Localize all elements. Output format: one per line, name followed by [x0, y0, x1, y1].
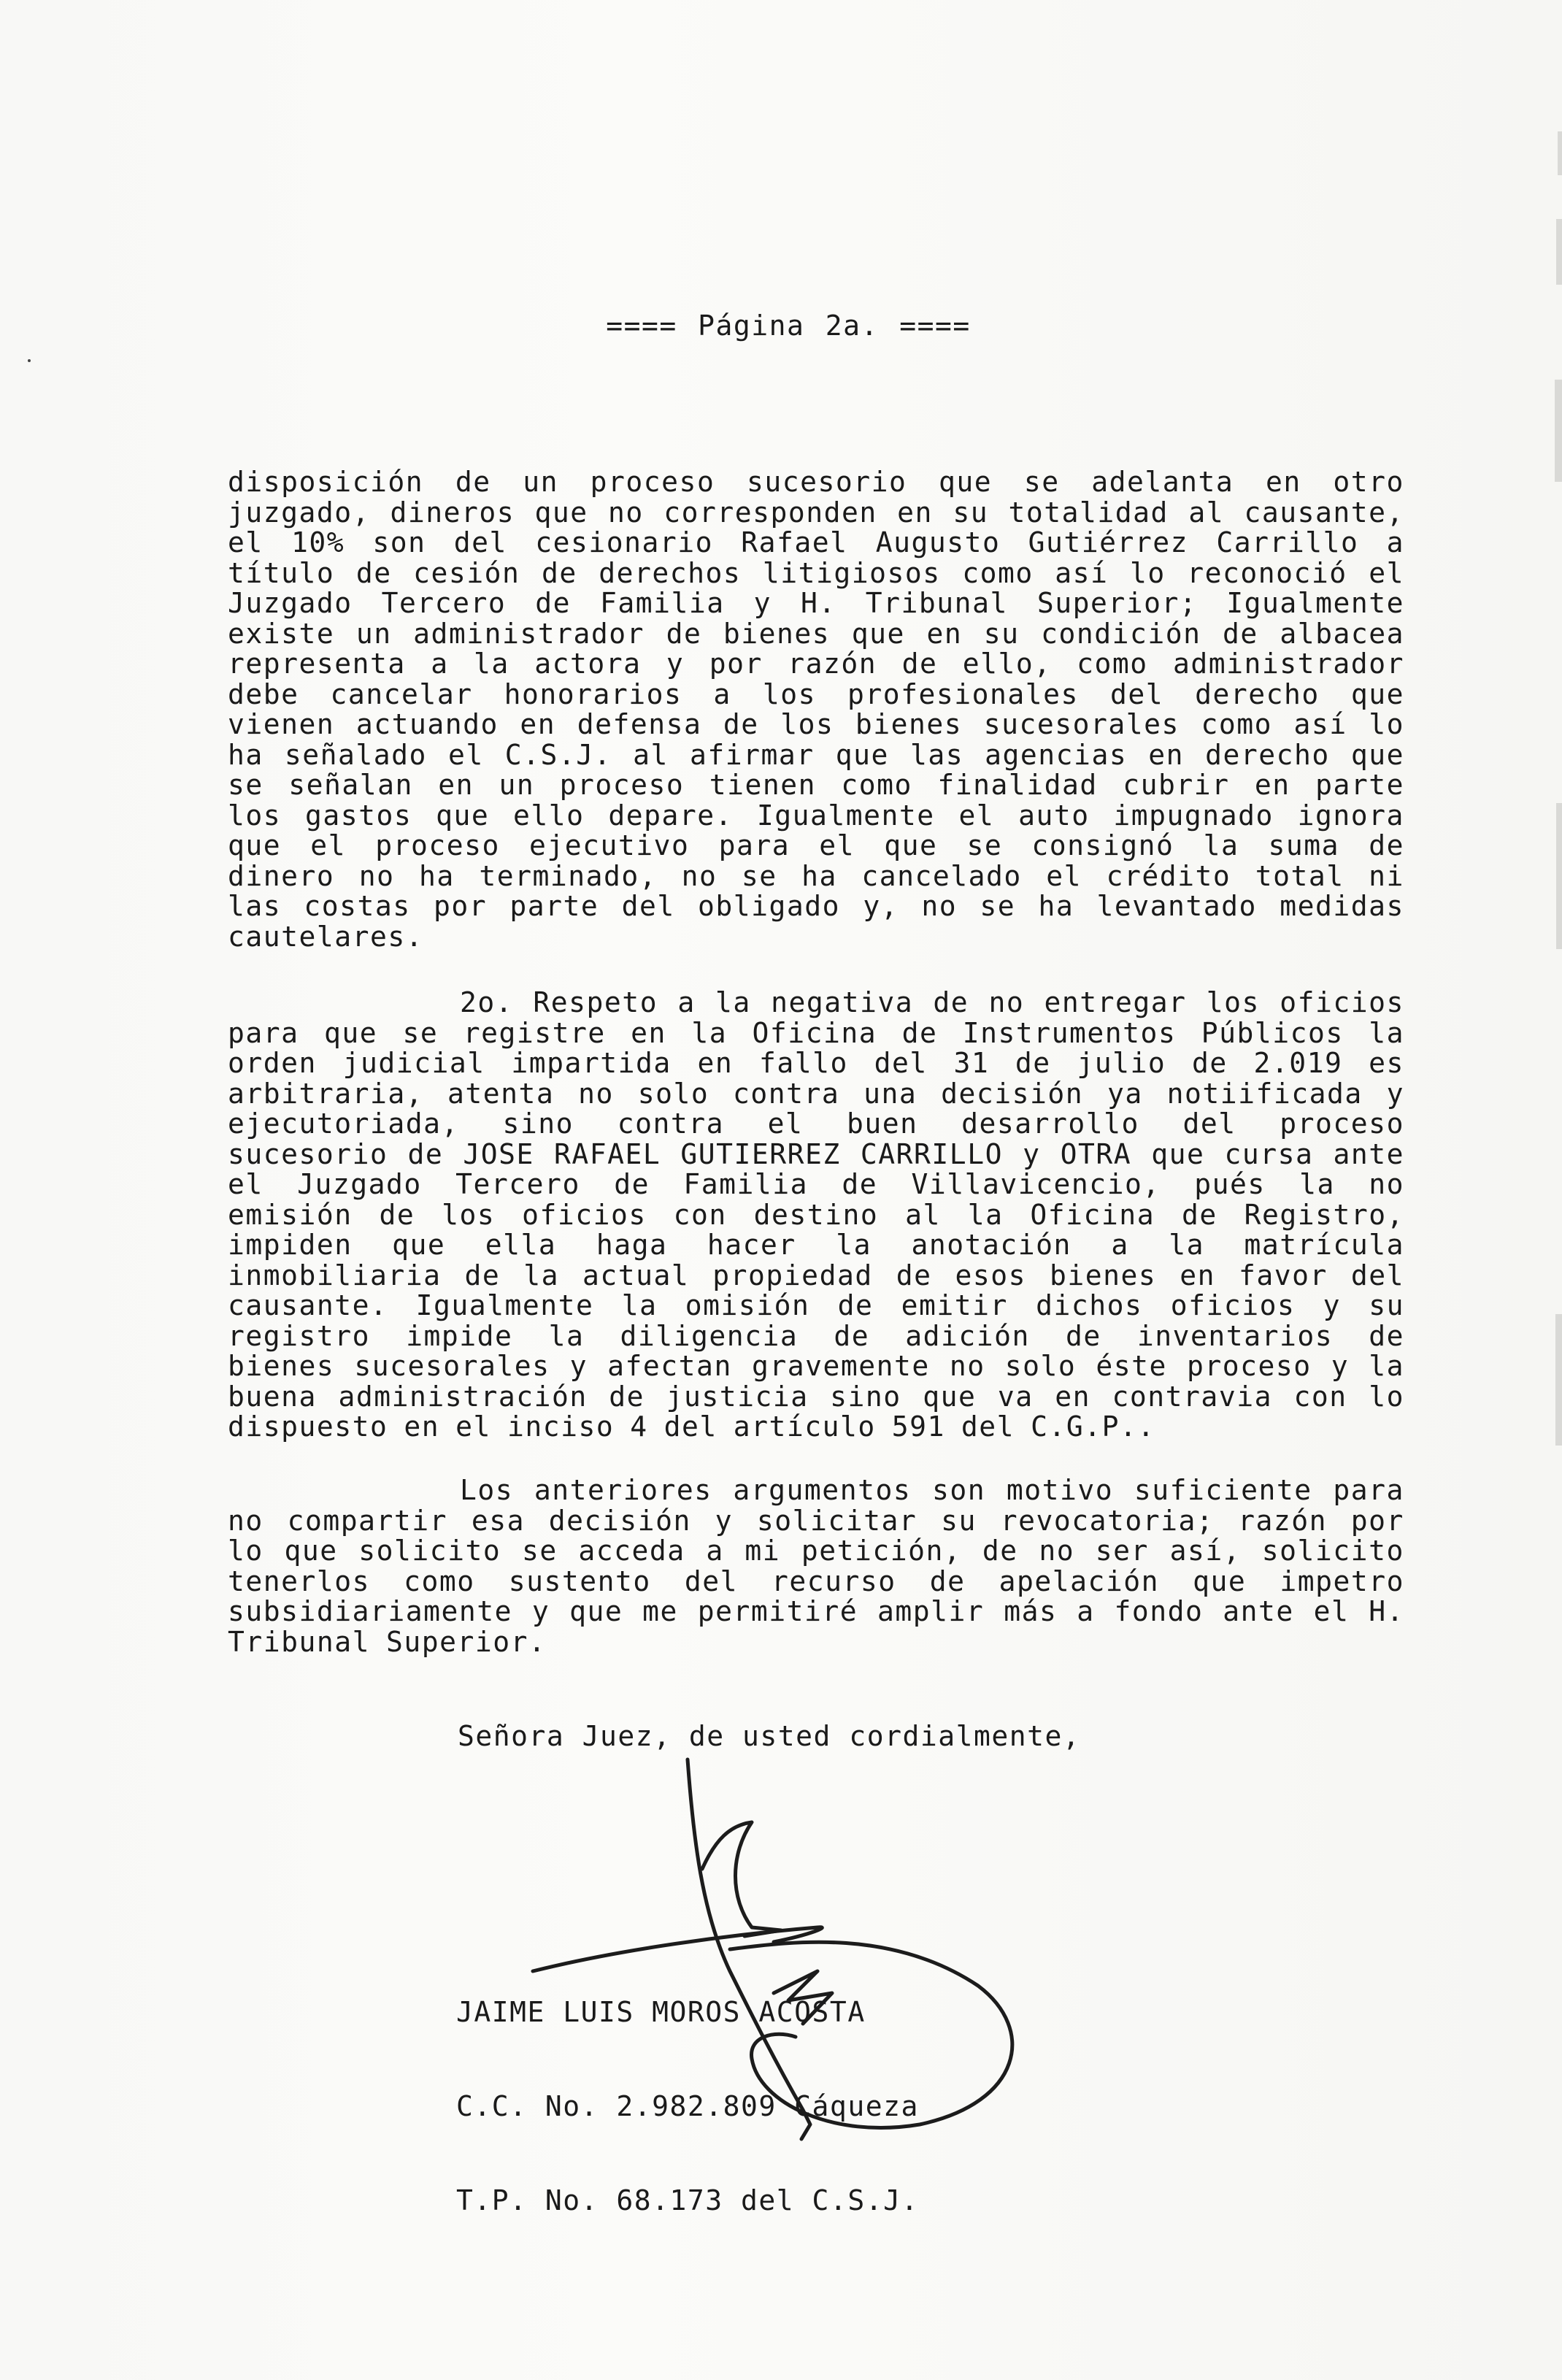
text-line: representa a la actora y por razón de ello, como administrador	[228, 648, 1404, 680]
text-line: subsidiariamente y que me permitiré amplir más a fondo ante el H.	[228, 1595, 1404, 1627]
page-header: ==== Página 2a. ====	[606, 310, 971, 342]
text-line: el 10% son del cesionario Rafael Augusto Gutiérrez Carrillo a	[228, 526, 1404, 558]
text-line: cautelares.	[228, 920, 424, 953]
text-line: ejecutoriada, sino contra el buen desarrollo del proceso	[228, 1108, 1404, 1140]
closing-salutation: Señora Juez, de usted cordialmente,	[458, 1720, 1081, 1752]
text-line: disposición de un proceso sucesorio que se adelanta en otro	[228, 466, 1404, 498]
signer-professional-card: T.P. No. 68.173 del C.S.J.	[456, 2184, 919, 2216]
scan-edge-shadow	[1556, 803, 1562, 949]
text-line: Juzgado Tercero de Familia y H. Tribunal Superior; Igualmente	[228, 587, 1404, 619]
text-line: Los anteriores argumentos son motivo suficiente para	[460, 1474, 1404, 1506]
text-line: no compartir esa decisión y solicitar su revocatoria; razón por	[228, 1504, 1404, 1537]
text-line: dinero no ha terminado, no se ha cancelado el crédito total ni	[228, 859, 1404, 892]
text-line: sucesorio de JOSE RAFAEL GUTIERREZ CARRILLO y OTRA que cursa ante	[228, 1137, 1404, 1170]
text-line: ha señalado el C.S.J. al afirmar que las agencias en derecho que	[228, 738, 1404, 771]
text-line: lo que solicito se acceda a mi petición, de no ser así, solicito	[228, 1535, 1404, 1567]
text-line: existe un administrador de bienes que en su condición de albacea	[228, 617, 1404, 650]
paragraph-2	[228, 988, 1404, 1443]
paragraph-3	[228, 1475, 1404, 1657]
text-line: buena administración de justicia sino que va en contravia con lo	[228, 1380, 1404, 1413]
text-line: para que se registre en la Oficina de Instrumentos Públicos la	[228, 1016, 1404, 1049]
scan-edge-shadow	[1555, 1314, 1562, 1446]
signer-name: JAIME LUIS MOROS ACOSTA	[456, 1996, 866, 2028]
scan-edge-shadow	[1556, 219, 1562, 285]
scan-speck	[28, 359, 31, 362]
text-line: juzgado, dineros que no corresponden en su totalidad al causante,	[228, 496, 1404, 529]
text-line: bienes sucesorales y afectan gravemente no solo éste proceso y la	[228, 1350, 1404, 1382]
text-line: Tribunal Superior.	[228, 1625, 547, 1658]
scan-edge-shadow	[1558, 131, 1562, 175]
text-line: los gastos que ello depare. Igualmente el auto impugnado ignora	[228, 799, 1404, 832]
text-line: emisión de los oficios con destino al la Oficina de Registro,	[228, 1198, 1404, 1231]
text-line: vienen actuando en defensa de los bienes sucesorales como así lo	[228, 708, 1404, 740]
text-line: se señalan en un proceso tienen como finalidad cubrir en parte	[228, 769, 1404, 801]
text-line: impiden que ella haga hacer la anotación a la matrícula	[228, 1229, 1404, 1261]
signer-id: C.C. No. 2.982.809 Cáqueza	[456, 2090, 919, 2122]
text-line: que el proceso ejecutivo para el que se consignó la suma de	[228, 829, 1404, 861]
scan-edge-shadow	[1555, 380, 1562, 482]
text-line: dispuesto en el inciso 4 del artículo 591 del C.G.P..	[228, 1410, 1155, 1443]
text-line: las costas por parte del obligado y, no se ha levantado medidas	[228, 890, 1404, 922]
text-line: 2o. Respeto a la negativa de no entregar los oficios	[460, 986, 1404, 1018]
text-line: causante. Igualmente la omisión de emitir dichos oficios y su	[228, 1289, 1404, 1321]
text-line: debe cancelar honorarios a los profesionales del derecho que	[228, 677, 1404, 710]
text-line: arbitraria, atenta no solo contra una decisión ya notiificada y	[228, 1077, 1404, 1110]
text-line: título de cesión de derechos litigiosos como así lo reconoció el	[228, 556, 1404, 589]
handwritten-signature	[511, 1752, 1109, 2146]
text-line: inmobiliaria de la actual propiedad de esos bienes en favor del	[228, 1259, 1404, 1291]
paragraph-1	[228, 467, 1404, 952]
text-line: orden judicial impartida en fallo del 31 de julio de 2.019 es	[228, 1047, 1404, 1079]
text-line: el Juzgado Tercero de Familia de Villavicencio, pués la no	[228, 1168, 1404, 1200]
text-line: tenerlos como sustento del recurso de apelación que impetro	[228, 1565, 1404, 1597]
text-line: registro impide la diligencia de adición de inventarios de	[228, 1319, 1404, 1352]
